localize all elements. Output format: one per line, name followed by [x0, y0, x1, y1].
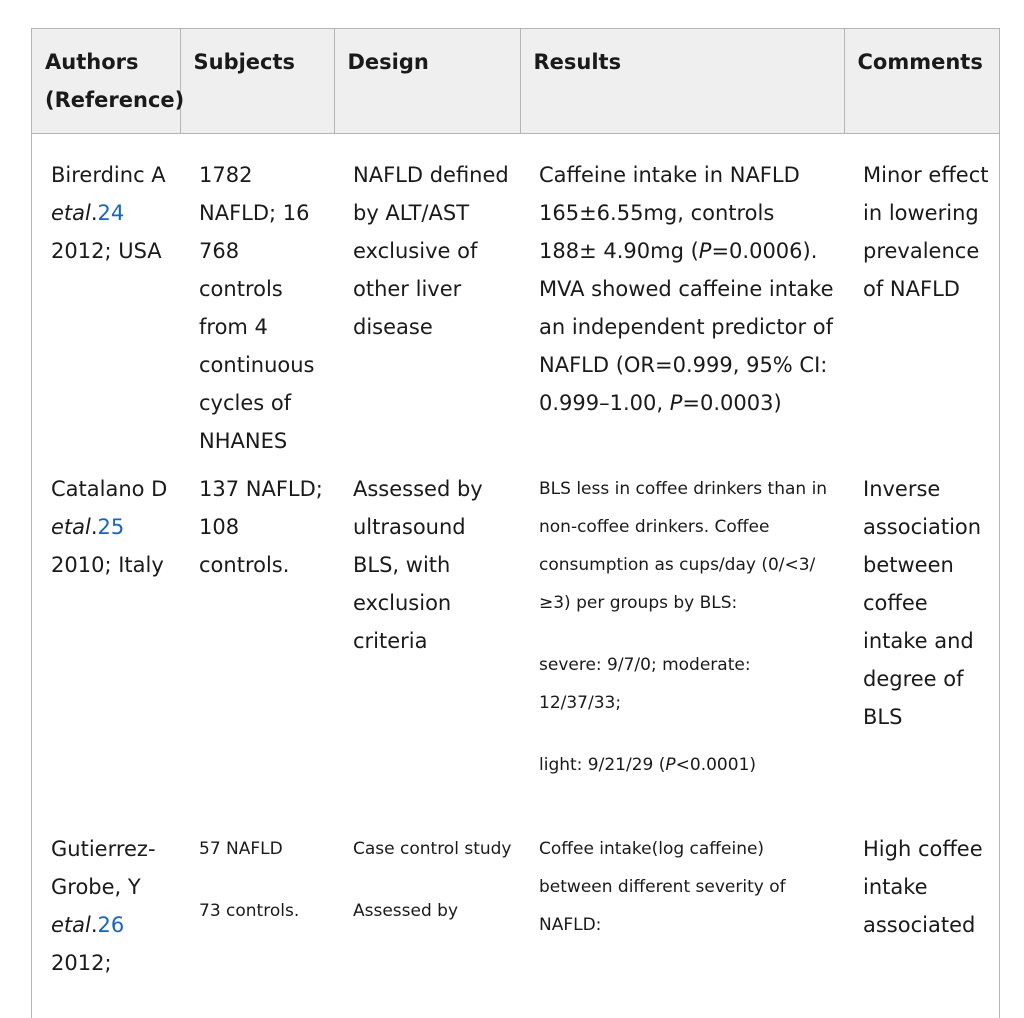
header-comments: Comments [844, 29, 999, 134]
table-row [32, 820, 999, 982]
etal-text: etal [51, 201, 91, 225]
study-table [32, 29, 999, 982]
cell-results [520, 460, 844, 820]
table-row [32, 134, 999, 461]
year-place: 2012; [51, 951, 112, 975]
design-paragraph: Case control study [353, 839, 512, 859]
dot-text: . [90, 515, 98, 539]
header-results: Results [520, 29, 844, 134]
cell-design: Assessed by ultrasound BLS, with exclusion criteria [353, 477, 483, 653]
cell-design: NAFLD defined by ALT/AST exclusive of other liver disease [353, 163, 509, 339]
cell-comments: Inverse association between coffee intake and degree of BLS [863, 477, 982, 729]
table-header [32, 29, 999, 134]
study-table-container [31, 28, 1000, 1018]
p-value-symbol: P [669, 391, 683, 415]
results-text: light: 9/21/29 ( [539, 755, 666, 775]
author-name: Birerdinc A [51, 163, 166, 187]
results-text: =0.0006). MVA showed caffeine intake an independent predictor of NAFLD (OR=0.999, 95% CI: 0.999–1.00, [539, 239, 834, 415]
header-authors: Authors (Reference) [32, 29, 180, 134]
p-value-symbol: P [665, 755, 676, 775]
results-paragraph: BLS less in coffee drinkers than in non-coffee drinkers. Coffee consumption as cups/day (0/<3/≥3) per groups by BLS: [539, 479, 828, 613]
cell-results [520, 820, 844, 982]
year-place: 2012; USA [51, 239, 162, 263]
reference-link[interactable]: 25 [97, 515, 125, 539]
cell-authors [32, 460, 180, 820]
results-text: <0.0001) [675, 755, 757, 775]
results-paragraph: severe: 9/7/0; moderate: 12/37/33; [539, 655, 751, 713]
dot-text: . [90, 201, 98, 225]
subjects-paragraph: 57 NAFLD [199, 839, 283, 859]
results-text: Caffeine intake in NAFLD 165±6.55mg, controls 188± 4.90mg ( [539, 163, 800, 263]
cell-results [520, 134, 844, 461]
cell-authors [32, 820, 180, 982]
etal-text: etal [51, 913, 91, 937]
cell-design [334, 820, 520, 982]
dot-text: . [90, 913, 98, 937]
table-row [32, 460, 999, 820]
cell-authors [32, 134, 180, 461]
header-design: Design [334, 29, 520, 134]
results-paragraph [539, 746, 838, 784]
author-name: Gutierrez-Grobe, Y [51, 837, 156, 899]
cell-comments: High coffee intake associated [863, 837, 983, 937]
header-subjects: Subjects [180, 29, 334, 134]
cell-subjects [180, 820, 334, 982]
cell-subjects: 137 NAFLD; 108 controls. [199, 477, 323, 577]
p-value-symbol: P [698, 239, 712, 263]
results-text: =0.0003) [682, 391, 782, 415]
etal-text: etal [51, 515, 91, 539]
table-body [32, 134, 999, 983]
results-paragraph: Coffee intake(log caffeine) between different severity of NAFLD: [539, 839, 786, 935]
cell-subjects: 1782 NAFLD; 16 768 controls from 4 continuous cycles of NHANES [199, 163, 315, 453]
reference-link[interactable]: 26 [97, 913, 125, 937]
year-place: 2010; Italy [51, 553, 164, 577]
reference-link[interactable]: 24 [97, 201, 125, 225]
design-paragraph: Assessed by [353, 901, 459, 921]
subjects-paragraph: 73 controls. [199, 901, 300, 921]
header-row [32, 29, 999, 134]
cell-comments: Minor effect in lowering prevalence of NAFLD [863, 163, 989, 301]
author-name: Catalano D [51, 477, 168, 501]
